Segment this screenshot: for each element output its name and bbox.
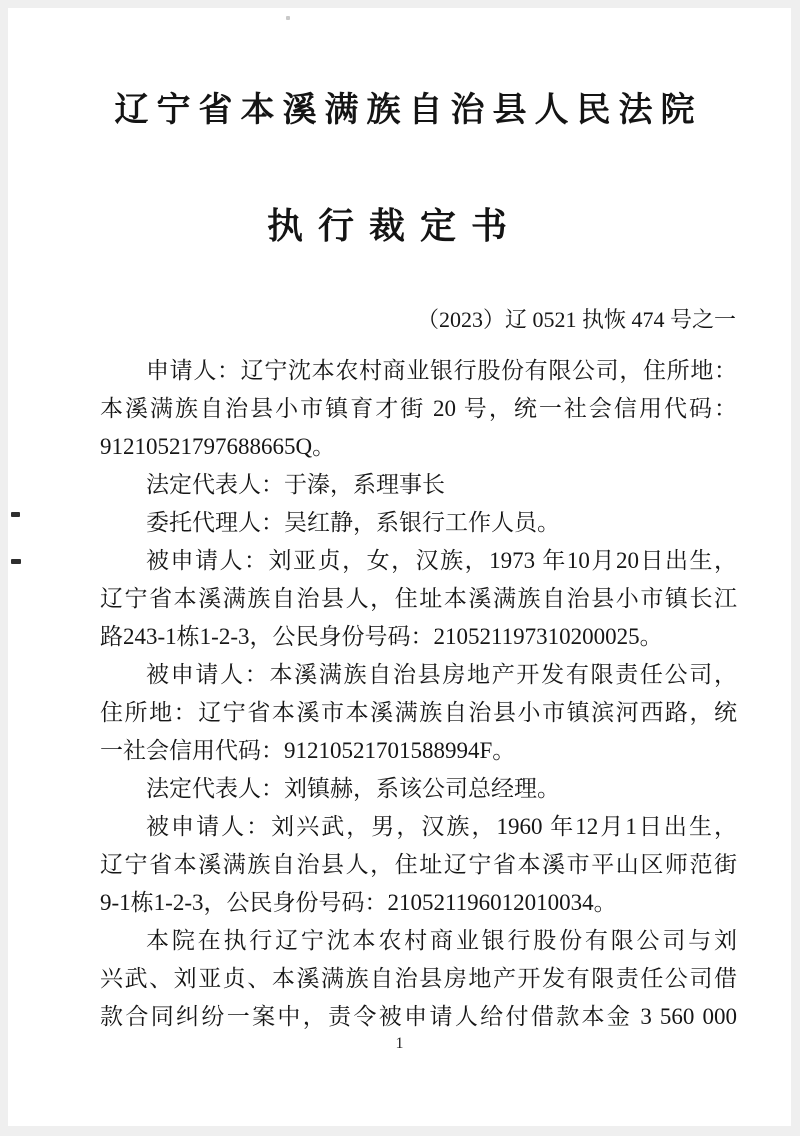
body-line: 路243-1栋1-2-3，公民身份号码：210521197310200025。 <box>100 624 663 649</box>
body-line: 91210521797688665Q。 <box>100 434 336 459</box>
body-line: 委托代理人：吴红静，系银行工作人员。 <box>146 510 560 535</box>
scan-artifact <box>11 559 21 564</box>
body-line: 辽宁省本溪满族自治县人，住址辽宁省本溪市平山区师范街 <box>100 852 737 877</box>
body-line: 被申请人：刘兴武，男，汉族，1960 年12月1日出生， <box>146 814 737 839</box>
court-name-heading: 辽宁省本溪满族自治县人民法院 <box>114 92 703 129</box>
scan-artifact <box>286 16 290 20</box>
body-line: 款合同纠纷一案中，责令被申请人给付借款本金 3 560 000 <box>100 1004 737 1029</box>
body-line: 住所地：辽宁省本溪市本溪满族自治县小市镇滨河西路，统 <box>100 700 737 725</box>
body-line: 被申请人：刘亚贞，女，汉族，1973 年10月20日出生， <box>146 548 737 573</box>
body-line: 辽宁省本溪满族自治县人，住址本溪满族自治县小市镇长江 <box>100 586 737 611</box>
body-line: 9-1栋1-2-3，公民身份号码：210521196012010034。 <box>100 890 617 915</box>
page-number: 1 <box>395 1035 404 1052</box>
document-page <box>8 8 791 1126</box>
body-line: 一社会信用代码：91210521701588994F。 <box>100 738 516 763</box>
scan-artifact <box>11 512 20 517</box>
case-number: （2023）辽 0521 执恢 474 号之一 <box>416 307 736 332</box>
body-line: 本院在执行辽宁沈本农村商业银行股份有限公司与刘 <box>146 928 737 953</box>
body-text <box>100 352 737 1036</box>
body-line: 法定代表人：刘镇赫，系该公司总经理。 <box>146 776 560 801</box>
body-line: 兴武、刘亚贞、本溪满族自治县房地产开发有限责任公司借 <box>100 966 737 991</box>
body-line: 法定代表人：于溱，系理事长 <box>146 472 445 497</box>
body-line: 被申请人：本溪满族自治县房地产开发有限责任公司， <box>146 662 737 687</box>
body-line: 申请人：辽宁沈本农村商业银行股份有限公司，住所地： <box>146 358 737 383</box>
body-line: 本溪满族自治县小市镇育才街 20 号，统一社会信用代码： <box>100 396 737 421</box>
document-title: 执行裁定书 <box>266 206 522 246</box>
